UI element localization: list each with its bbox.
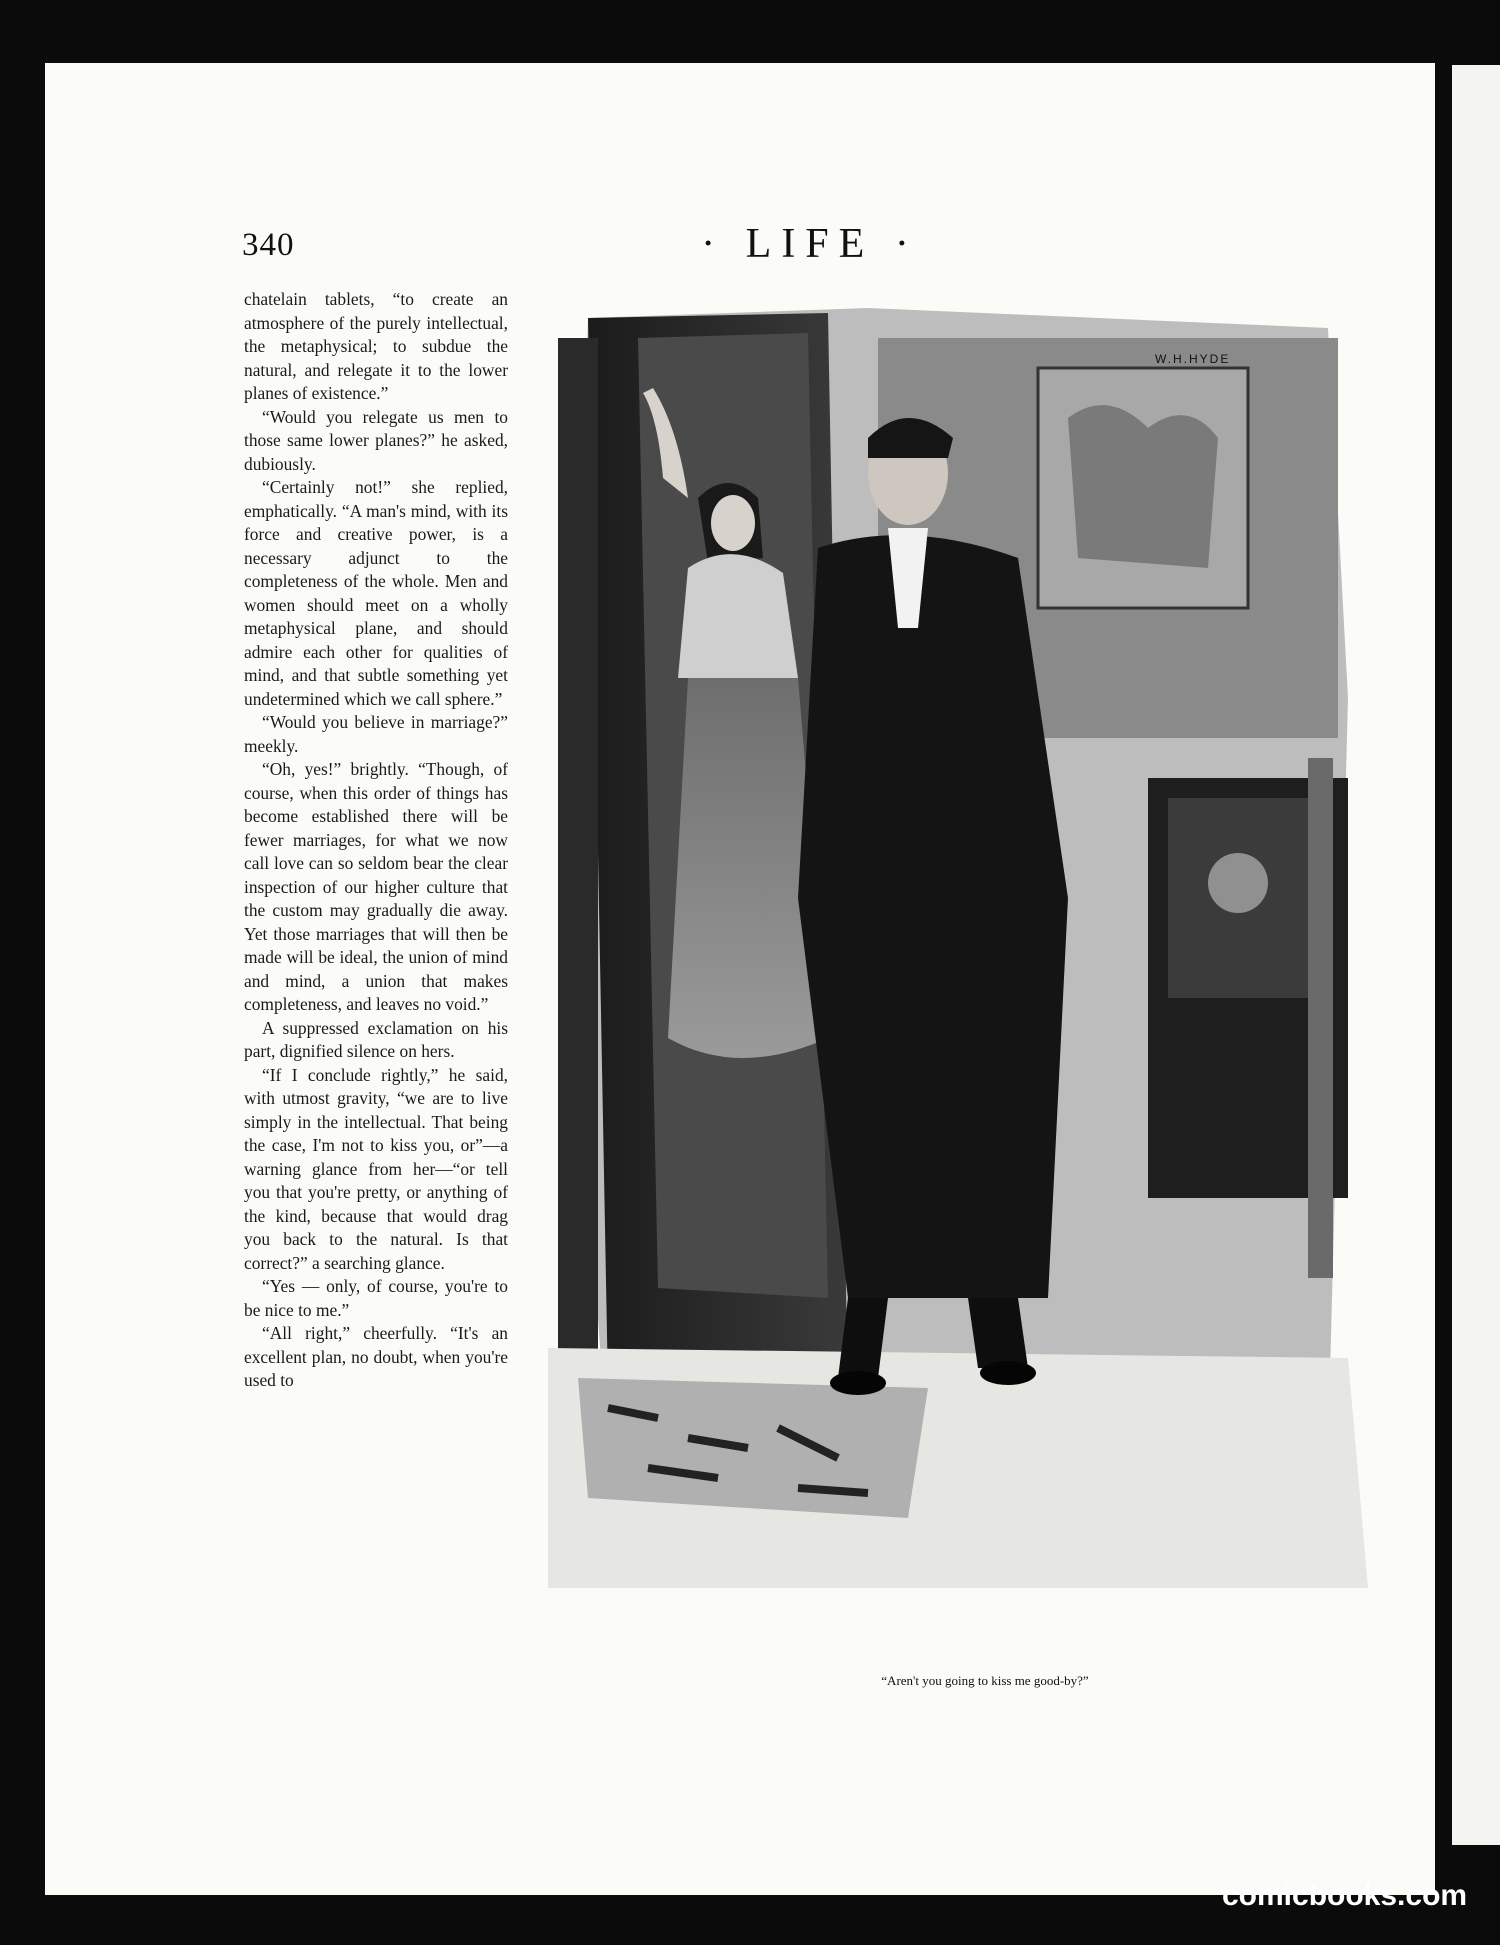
page-number: 340 [242, 227, 295, 263]
article-paragraph: “Yes — only, of course, you're to be nice to me.” [244, 1276, 508, 1320]
article-paragraph: “Would you relegate us men to those same lower planes?” he asked, dubiously. [244, 406, 508, 474]
watermark: comicbooks.com [1222, 1879, 1468, 1912]
article-paragraph: “Certainly not!” she replied, emphatically. “A man's mind, with its force and creative power, is a necessary adjunct to the completeness of the whole. Men and women should meet on a wholly metaphysical plane, and should admire each other for qualities of mind, and that subtle something yet undetermined which we call sphere.” [244, 477, 508, 709]
article-paragraph: “Oh, yes!” brightly. “Though, of course, when this order of things has become established there will be fewer marriages, for what we now call love can so seldom bear the clear inspection of our higher culture that the custom may gradually die away. Yet those marriages that will then be made will be ideal, the union of mind and mind, a union that makes completeness, and leaves no void.” [244, 759, 508, 1014]
artist-signature: W.H.HYDE [1155, 352, 1231, 366]
masthead-title: · LIFE · [701, 221, 919, 267]
page-gutter [1443, 63, 1452, 1843]
article-paragraph: “All right,” cheerfully. “It's an excellent plan, no doubt, when you're used to [244, 1323, 508, 1390]
facing-page-edge [1452, 65, 1500, 1845]
article-paragraph: “Would you believe in marriage?” meekly. [244, 712, 508, 756]
illustration [548, 298, 1378, 1598]
article-paragraph: “If I conclude rightly,” he said, with utmost gravity, “we are to live simply in the intellectual. That being the case, I'm not to kiss you, or”—a warning glance from her—“or tell you that you're pretty, or anything of the kind, because that would drag you back to the natural. Is that correct?” a searching glance. [244, 1064, 508, 1273]
article-paragraph: chatelain tablets, “to create an atmosphere of the purely intellectual, the metaphysical; to subdue the natural, and relegate it to the lower planes of existence.” [244, 289, 508, 403]
article-paragraph: A suppressed exclamation on his part, dignified silence on hers. [244, 1017, 508, 1061]
illustration-caption: “Aren't you going to kiss me good-by?” [881, 1673, 1089, 1688]
article-column [244, 288, 508, 1393]
